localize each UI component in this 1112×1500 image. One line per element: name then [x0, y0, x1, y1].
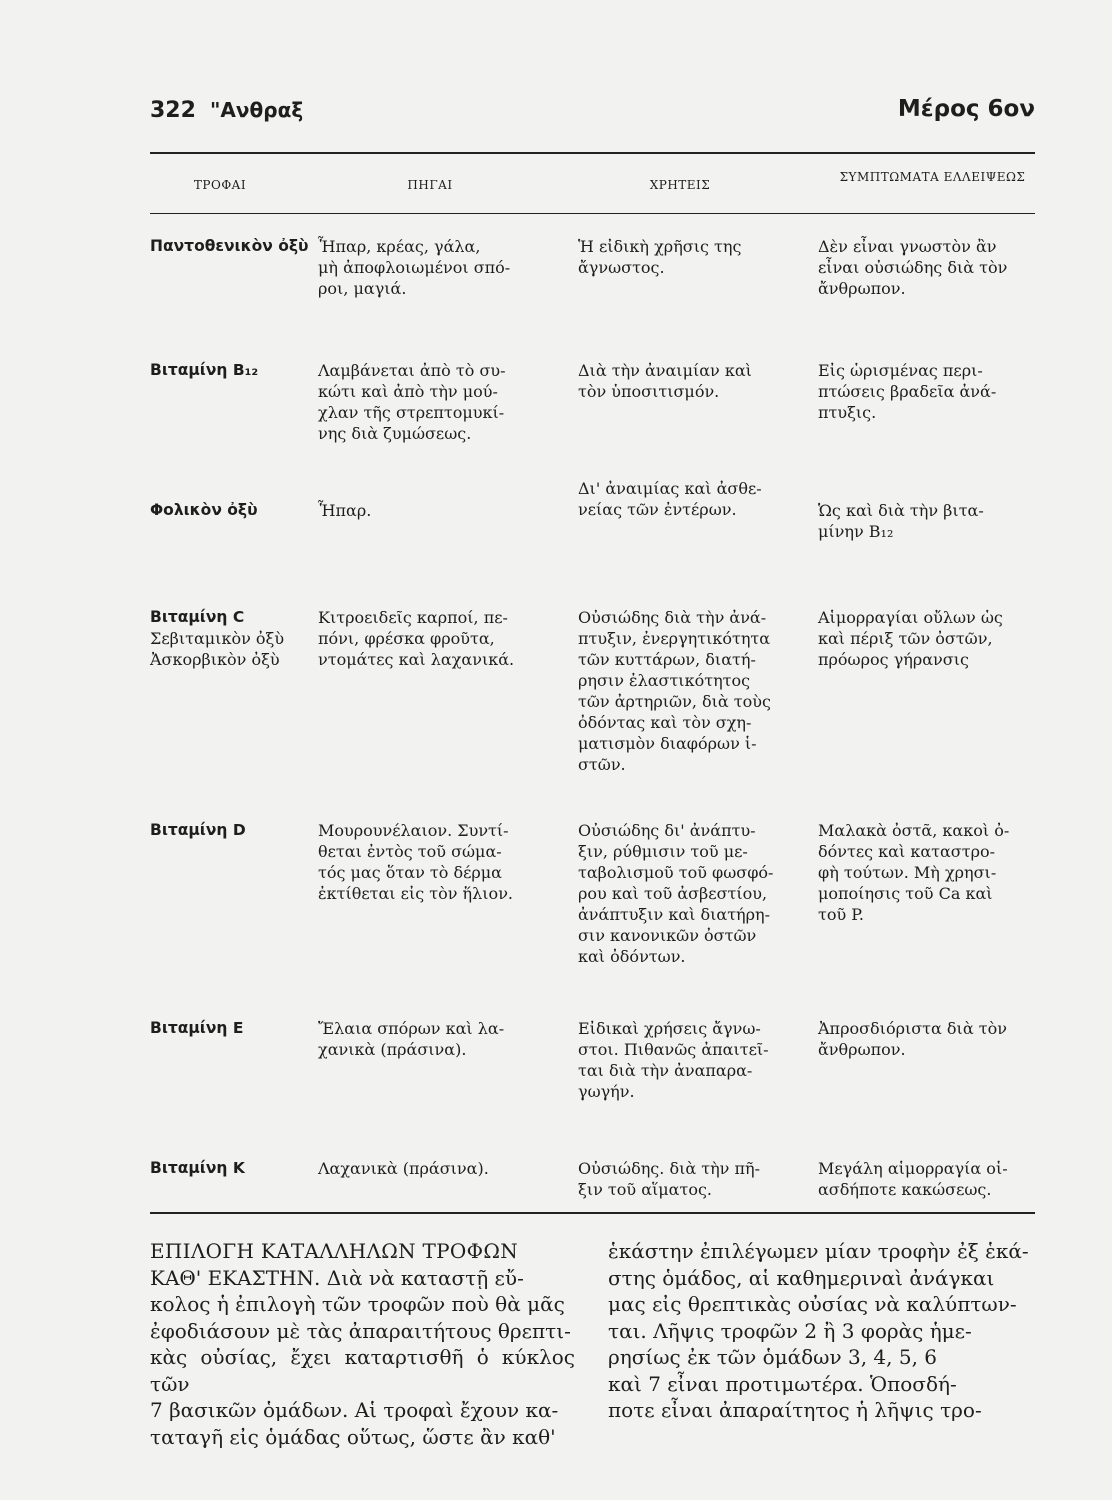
- uses-line: ξιν τοῦ αἵματος.: [578, 1180, 713, 1199]
- symptoms-line: ἄνθρωπον.: [818, 1040, 906, 1059]
- sources-line: ντομάτες καὶ λαχανικά.: [318, 650, 515, 669]
- uses-line: ἀνάπτυξιν καὶ διατήρη-: [578, 905, 771, 924]
- col-head-symptoms: ΣΥΜΠΤΩΜΑΤΑ ΕΛΛΕΙΨΕΩΣ: [839, 170, 1026, 184]
- sources-line: θεται ἐντὸς τοῦ σώμα-: [318, 842, 502, 861]
- uses-line: πτυξιν, ἐνεργητικότητα: [578, 629, 771, 648]
- uses-line: τὸν ὑποσιτισμόν.: [578, 382, 720, 401]
- symptoms-line: Ἀπροσδιόριστα διὰ τὸν: [818, 1019, 1007, 1038]
- body-left-column: [150, 1238, 575, 1450]
- body-line: μας εἰς θρεπτικὰς οὐσίας νὰ καλύπτων-: [608, 1292, 1017, 1316]
- uses-line: στοι. Πιθανῶς ἀπαιτεῖ-: [578, 1040, 769, 1059]
- body-line: ἑκάστην ἐπιλέγωμεν μίαν τροφὴν ἐξ ἑκά-: [608, 1239, 1029, 1263]
- symptoms-cell: [818, 820, 1035, 925]
- uses-line: γωγήν.: [578, 1082, 635, 1101]
- sources-cell: [318, 360, 540, 444]
- sources-cell: [318, 607, 540, 670]
- symptoms-line: Μαλακὰ ὀστᾶ, κακοὶ ὀ-: [818, 821, 1010, 840]
- uses-line: ρησιν ἐλαστικότητος: [578, 671, 751, 690]
- uses-line: Εἰδικαὶ χρήσεις ἄγνω-: [578, 1019, 761, 1038]
- symptoms-line: πτυξις.: [818, 403, 877, 422]
- uses-line: Οὐσιώδης διὰ τὴν ἀνά-: [578, 608, 767, 627]
- food-name: Βιταμίνη C: [150, 608, 245, 626]
- body-line: στης ὁμάδος, αἱ καθημεριναὶ ἀνάγκαι: [608, 1265, 995, 1290]
- body-right-column: [608, 1238, 1035, 1424]
- uses-line: τῶν ἀρτηριῶν, διὰ τοὺς: [578, 692, 771, 711]
- sources-line: ἐκτίθεται εἰς τὸν ἥλιον.: [318, 884, 513, 903]
- sources-line: μὴ ἀποφλοιωμένοι σπό-: [318, 258, 511, 277]
- sources-line: πόνι, φρέσκα φροῦτα,: [318, 629, 495, 648]
- uses-line: τῶν κυττάρων, διατή-: [578, 650, 756, 669]
- body-line: καὶ 7 εἶναι προτιμωτέρα. Ὁποσδή-: [608, 1371, 957, 1396]
- body-line: ΚΑΘ' ΕΚΑΣΤΗΝ. Διὰ νὰ καταστῇ εὔ-: [150, 1265, 524, 1290]
- food-name: Βιταμίνη K: [150, 1159, 245, 1177]
- sources-line: Λαμβάνεται ἀπὸ τὸ συ-: [318, 361, 506, 380]
- sources-line: νης διὰ ζυμώσεως.: [318, 424, 472, 443]
- sources-line: κώτι καὶ ἀπὸ τὴν μού-: [318, 382, 498, 401]
- sources-cell: [318, 820, 540, 904]
- food-name: Σεβιταμικὸν ὀξὺ: [150, 629, 285, 648]
- uses-line: καὶ ὀδόντων.: [578, 947, 686, 966]
- uses-line: ταβολισμοῦ τοῦ φωσφό-: [578, 863, 774, 882]
- sources-line: Ἧπαρ.: [318, 501, 372, 520]
- uses-line: ται διὰ τὴν ἀναπαρα-: [578, 1061, 753, 1080]
- col-head-sources: ΠΗΓΑΙ: [407, 178, 453, 192]
- sources-line: Ἔλαια σπόρων καὶ λα-: [318, 1019, 505, 1038]
- sources-line: ροι, μαγιά.: [318, 279, 407, 298]
- page-number: 322: [150, 98, 196, 123]
- book-page: [150, 90, 1035, 1449]
- uses-line: στῶν.: [578, 755, 626, 774]
- sources-cell: [318, 1158, 540, 1179]
- body-line: ται. Λῆψις τροφῶν 2 ἢ 3 φορὰς ἡμε-: [608, 1318, 972, 1343]
- uses-cell: [578, 236, 790, 278]
- symptoms-line: φὴ τούτων. Μὴ χρησι-: [818, 863, 997, 882]
- symptoms-line: εἶναι οὐσιώδης διὰ τὸν: [818, 258, 1008, 277]
- uses-line: Ἡ εἰδικὴ χρῆσις της: [578, 237, 742, 256]
- symptoms-line: μίνην B₁₂: [818, 522, 894, 541]
- table-bottom-rule: [150, 1212, 1035, 1214]
- food-cell: [150, 820, 310, 841]
- uses-line: ὀδόντας καὶ τὸν σχη-: [578, 713, 752, 732]
- symptoms-line: τοῦ P.: [818, 905, 864, 924]
- body-line: κὰς οὐσίας, ἔχει καταρτισθῆ ὁ κύκλος τῶν: [150, 1345, 575, 1396]
- uses-cell: [578, 820, 790, 967]
- body-line: ἐφοδιάσουν μὲ τὰς ἀπαραιτήτους θρεπτι-: [150, 1318, 571, 1343]
- symptoms-cell: [818, 360, 1035, 423]
- body-line: ρησίως ἐκ τῶν ὁμάδων 3, 4, 5, 6: [608, 1345, 938, 1369]
- uses-cell: [578, 360, 790, 402]
- uses-cell: [578, 1018, 790, 1102]
- uses-line: Οὐσιώδης δι' ἀνάπτυ-: [578, 821, 756, 840]
- symptoms-line: ασδήποτε κακώσεως.: [818, 1180, 992, 1199]
- table-header-rule: [150, 213, 1035, 214]
- sources-line: χλαν τῆς στρεπτομυκί-: [318, 403, 505, 422]
- food-cell: [150, 500, 310, 521]
- body-line: κολος ἡ ἐπιλογὴ τῶν τροφῶν ποὺ θὰ μᾶς: [150, 1292, 565, 1316]
- food-name: Παντοθενικὸν ὀξὺ: [150, 237, 309, 255]
- symptoms-cell: [818, 236, 1035, 299]
- food-name: Ἀσκορβικὸν ὀξὺ: [150, 650, 280, 669]
- food-name: Βιταμίνη E: [150, 1019, 244, 1037]
- food-cell: [150, 360, 310, 381]
- sources-line: Λαχανικὰ (πράσινα).: [318, 1159, 489, 1178]
- running-title: "Ανθραξ: [210, 98, 304, 122]
- uses-line: Οὐσιώδης. διὰ τὴν πῆ-: [578, 1159, 760, 1178]
- sources-line: Κιτροειδεῖς καρποί, πε-: [318, 608, 508, 627]
- uses-line: ματισμὸν διαφόρων ἱ-: [578, 734, 757, 753]
- symptoms-line: μοποίησις τοῦ Ca καὶ: [818, 884, 993, 903]
- symptoms-line: Δὲν εἶναι γνωστὸν ἂν: [818, 237, 997, 256]
- body-line: ποτε εἶναι ἀπαραίτητος ἡ λῆψις τρο-: [608, 1398, 982, 1422]
- page-header: [150, 90, 1035, 130]
- food-name: Βιταμίνη B₁₂: [150, 361, 259, 379]
- sources-cell: [318, 236, 540, 299]
- symptoms-cell: [818, 500, 1035, 542]
- body-line: ταταγῆ εἰς ὁμάδας οὕτως, ὥστε ἂν καθ': [150, 1424, 556, 1449]
- uses-line: Δι' ἀναιμίας καὶ ἀσθε-: [578, 479, 762, 498]
- symptoms-line: πτώσεις βραδεῖα ἀνά-: [818, 382, 997, 401]
- body-line: 7 βασικῶν ὁμάδων. Αἱ τροφαὶ ἔχουν κα-: [150, 1398, 559, 1422]
- sources-line: τός μας ὅταν τὸ δέρμα: [318, 863, 502, 882]
- symptoms-line: πρόωρος γήρανσις: [818, 650, 969, 669]
- uses-cell: [578, 607, 790, 775]
- uses-line: ρου καὶ τοῦ ἀσβεστίου,: [578, 884, 768, 903]
- uses-line: ἄγνωστος.: [578, 258, 665, 277]
- symptoms-line: Εἰς ὡρισμένας περι-: [818, 361, 983, 380]
- header-rule: [150, 152, 1035, 154]
- col-head-foods: ΤΡΟΦΑΙ: [193, 178, 247, 192]
- food-name: Φολικὸν ὀξὺ: [150, 501, 258, 519]
- section-label: Μέρος 6ον: [897, 96, 1035, 122]
- symptoms-cell: [818, 1158, 1035, 1200]
- food-cell: [150, 607, 310, 670]
- uses-line: Διὰ τὴν ἀναιμίαν καὶ: [578, 361, 752, 380]
- symptoms-cell: [818, 607, 1035, 670]
- uses-cell: [578, 1158, 790, 1200]
- uses-line: σιν κανονικῶν ὀστῶν: [578, 926, 757, 945]
- symptoms-cell: [818, 1018, 1035, 1060]
- symptoms-line: ἄνθρωπον.: [818, 279, 906, 298]
- uses-cell: [578, 478, 790, 520]
- food-cell: [150, 1158, 310, 1179]
- food-name: Βιταμίνη D: [150, 821, 246, 839]
- symptoms-line: Αἱμορραγίαι οὔλων ὡς: [818, 608, 1003, 627]
- uses-line: ξιν, ρύθμισιν τοῦ με-: [578, 842, 748, 861]
- symptoms-line: Ὡς καὶ διὰ τὴν βιτα-: [818, 501, 984, 520]
- food-cell: [150, 1018, 310, 1039]
- uses-line: νείας τῶν ἐντέρων.: [578, 500, 737, 519]
- symptoms-line: καὶ πέριξ τῶν ὀστῶν,: [818, 629, 993, 648]
- section-heading: ΕΠΙΛΟΓΗ ΚΑΤΑΛΛΗΛΩΝ ΤΡΟΦΩΝ: [150, 1239, 519, 1263]
- sources-cell: [318, 1018, 540, 1060]
- sources-line: Ἧπαρ, κρέας, γάλα,: [318, 237, 481, 256]
- sources-line: χανικὰ (πράσινα).: [318, 1040, 467, 1059]
- symptoms-line: Μεγάλη αἱμορραγία οἱ-: [818, 1159, 1008, 1178]
- symptoms-line: δόντες καὶ καταστρο-: [818, 842, 996, 861]
- food-cell: [150, 236, 310, 257]
- col-head-uses: ΧΡΗΤΕΙΣ: [649, 178, 711, 192]
- sources-line: Μουρουνέλαιον. Συντί-: [318, 821, 509, 840]
- sources-cell: [318, 500, 540, 521]
